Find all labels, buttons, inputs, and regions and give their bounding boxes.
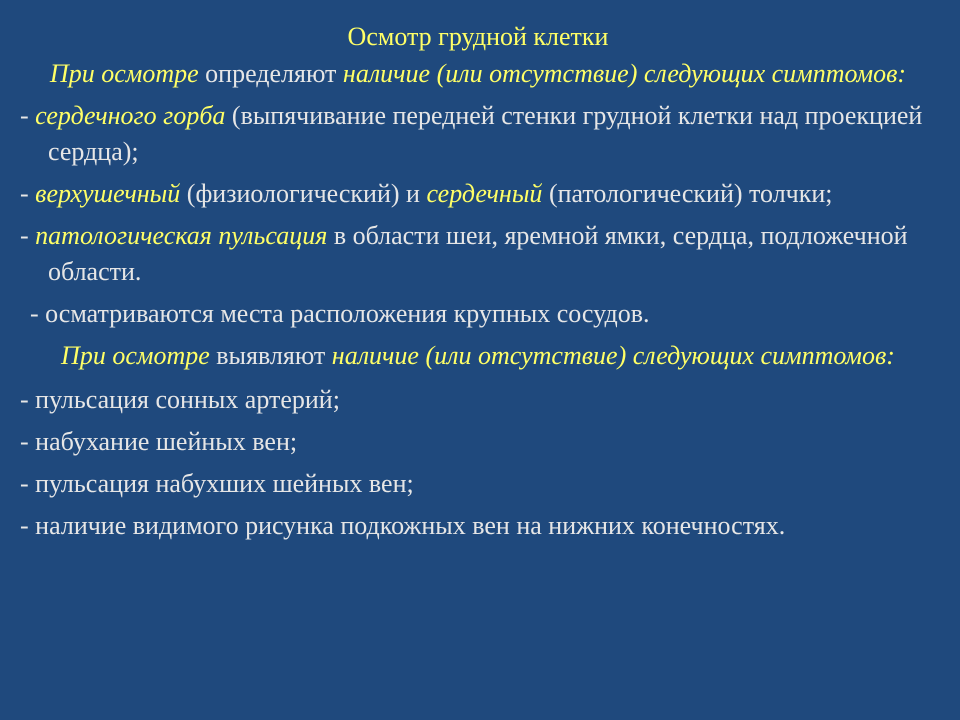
bullet-large-vessels: - осматриваются места расположения крупных сосудов.: [30, 299, 650, 328]
intro-paragraph-2: [20, 338, 936, 374]
bullet-dash: -: [20, 101, 36, 130]
bullet-term-2: сердечный: [426, 179, 543, 208]
bullet-swollen-vein-pulsation: - пульсация набухших шейных вен;: [20, 469, 414, 498]
bullet-apex-beat: [20, 176, 936, 212]
bullet-dash: -: [20, 221, 36, 250]
intro2-lead: При осмотре: [61, 341, 210, 370]
intro1-lead: При осмотре: [49, 59, 199, 88]
bullet-neck-vein-swelling: - набухание шейных вен;: [20, 427, 298, 456]
bullet-description: в области шеи, яремной ямки, сердца, подложечной области.: [48, 221, 908, 286]
bullet-cardiac-hump: [20, 98, 936, 170]
bullet-description-2: (патологический) толчки;: [542, 179, 833, 208]
bullet-description: (физиологический) и: [180, 179, 427, 208]
intro-paragraph-1: [20, 56, 936, 92]
bullet-dash: -: [20, 179, 36, 208]
bullet-leg-vein-pattern: - наличие видимого рисунка подкожных вен на нижних конечностях.: [20, 511, 786, 540]
bullet-carotid-pulsation: - пульсация сонных артерий;: [20, 385, 340, 414]
intro2-verb: выявляют: [209, 341, 332, 370]
bullet-term: верхушечный: [35, 179, 181, 208]
intro1-tail: наличие (или отсутствие) следующих симптомов:: [342, 59, 907, 88]
bullet-pathological-pulsation: [20, 218, 936, 290]
slide-title: Осмотр грудной клетки: [347, 22, 609, 51]
intro2-tail: наличие (или отсутствие) следующих симптомов:: [331, 341, 895, 370]
bullet-description: (выпячивание передней стенки грудной клетки над проекцией сердца);: [48, 101, 923, 166]
bullet-term: патологическая пульсация: [35, 221, 328, 250]
intro1-verb: определяют: [198, 59, 343, 88]
bullet-term: сердечного горба: [35, 101, 226, 130]
